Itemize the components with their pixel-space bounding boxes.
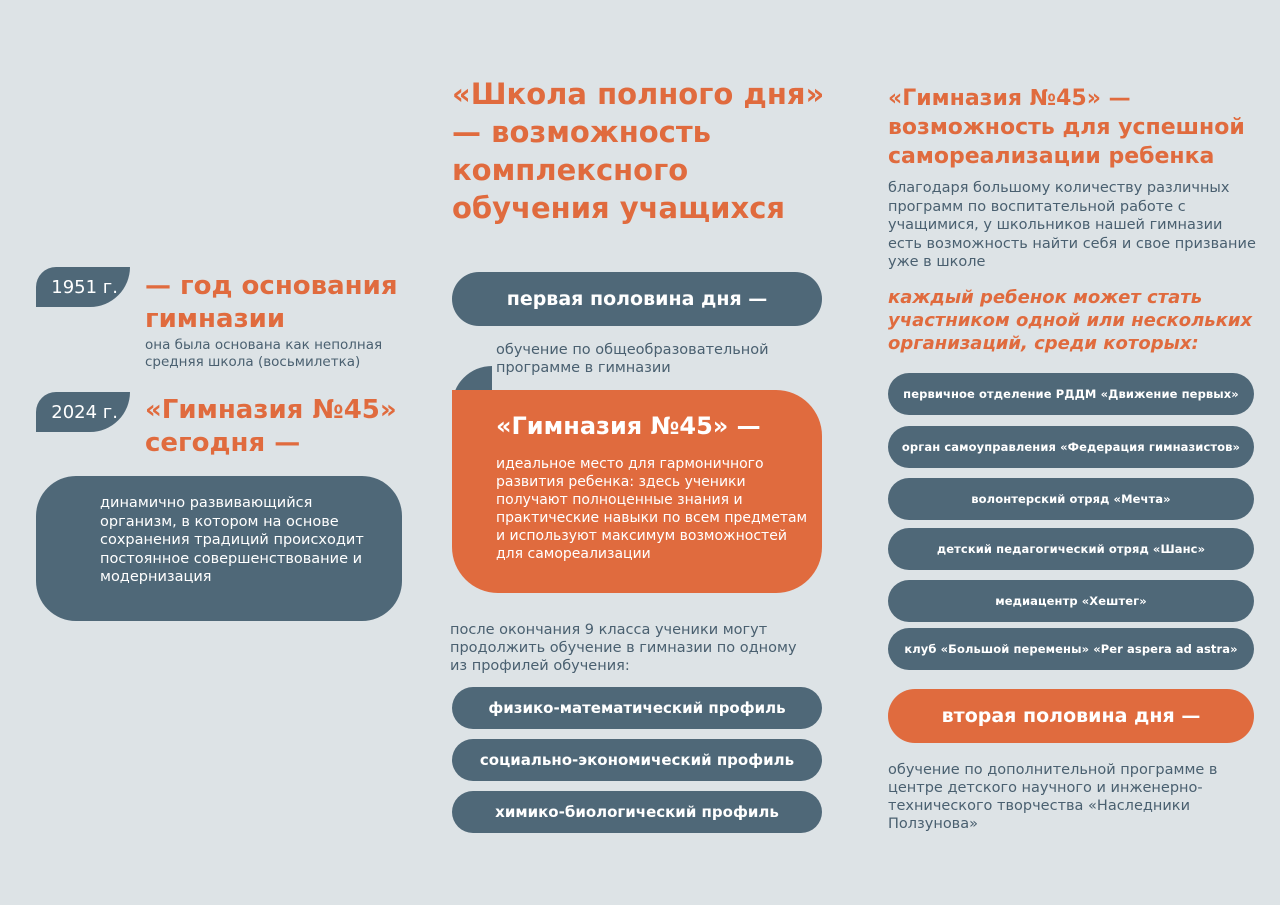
today-card-text: динамично развивающийся организм, в котором на основе сохранения традиций происходит постоянное совершенствование и модернизация [100,495,364,585]
profile-physics-math: физико-математический профиль [452,687,822,729]
second-half-pill: вторая половина дня — [888,689,1254,743]
center-title: «Школа полного дня» — возможность комплексного обучения учащихся [452,77,825,225]
right-subtitle: каждый ребенок может стать участником одной или нескольких организаций, среди которых: [888,287,1253,354]
profile-chemistry-biology: химико-биологический профиль [452,791,822,833]
gymnasium-card-title: «Гимназия №45» — [496,412,761,440]
gymnasium-card-text: идеальное место для гармоничного развития ребенка: здесь ученики получают полноценные знания и практические навыки по всем предметам и используют максимум возможностей для самореализации [496,456,808,562]
founding-text: она была основана как неполная средняя школа (восьмилетка) [145,337,383,370]
today-heading-suffix: сегодня — [145,428,301,458]
gymnasium-card [452,390,822,593]
first-half-pill: первая половина дня — [452,272,822,326]
first-half-text: обучение по общеобразовательной программе в гимназии [496,342,769,376]
year-1951-tab [36,267,130,307]
second-half-text: обучение по дополнительной программе в центре детского научного и инженерно-технического творчества «Наследники Ползунова» [888,762,1218,832]
founding-heading: — год основания гимназии [145,271,398,334]
right-title: «Гимназия №45» — возможность для успешной самореализации ребенка [888,86,1245,169]
year-2024-tab [36,392,130,432]
today-heading-name: «Гимназия №45» [145,395,397,425]
right-text: благодаря большому количеству различных программ по воспитательной работе с учащимися, у школьников нашей гимназии есть возможность найти себя и свое призвание уже в школе [888,180,1256,270]
org-media: медиацентр «Хештег» [888,580,1254,622]
org-club: клуб «Большой перемены» «Per aspera ad astra» [888,628,1254,670]
today-card [36,476,402,621]
year-2024-label: 2024 г. [51,401,118,423]
today-heading [145,394,415,460]
org-rddm: первичное отделение РДДМ «Движение первых» [888,373,1254,415]
org-volunteer: волонтерский отряд «Мечта» [888,478,1254,520]
org-federation: орган самоуправления «Федерация гимназистов» [888,426,1254,468]
org-pedagogical: детский педагогический отряд «Шанс» [888,528,1254,570]
after-grade9-text: после окончания 9 класса ученики могут продолжить обучение в гимназии по одному из профилей обучения: [450,622,797,674]
profile-social-economic: социально-экономический профиль [452,739,822,781]
year-1951-label: 1951 г. [51,276,118,298]
